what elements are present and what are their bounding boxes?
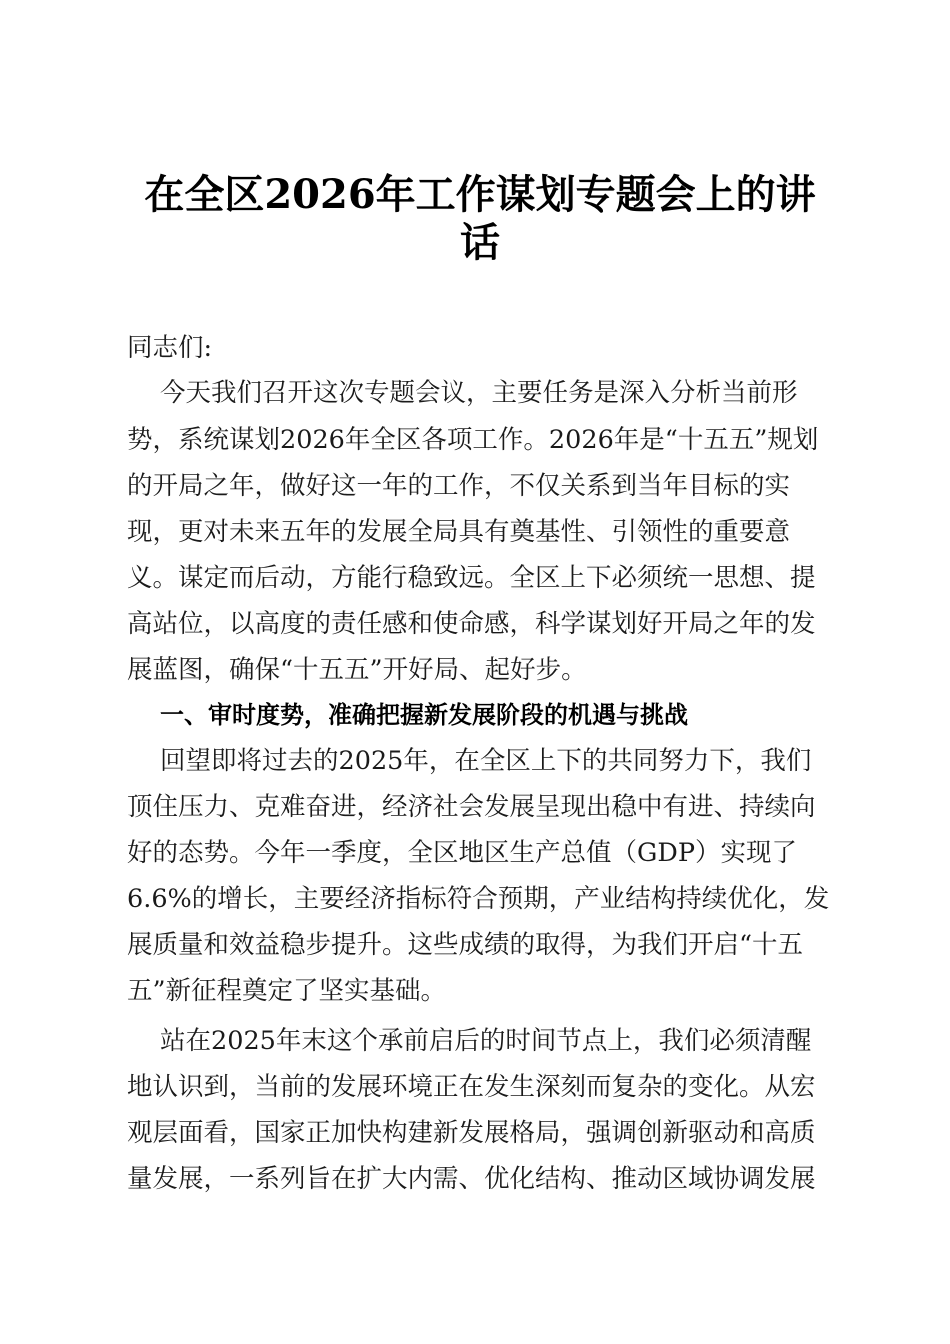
paragraph-line: 势，系统谋划2026年全区各项工作。2026年是“十五五”规划	[127, 425, 819, 455]
paragraph-line: 展质量和效益稳步提升。这些成绩的取得，为我们开启“十五	[127, 930, 804, 960]
paragraph-line: 顶住压力、克难奋进，经济社会发展呈现出稳中有进、持续向	[127, 792, 816, 822]
document-title-line-2: 话	[460, 219, 500, 266]
paragraph-line: 高站位，以高度的责任感和使命感，科学谋划好开局之年的发	[127, 609, 816, 639]
paragraph-line: 站在2025年末这个承前启后的时间节点上，我们必须清醒	[160, 1026, 812, 1056]
salutation: 同志们:	[127, 333, 213, 363]
paragraph-line: 观层面看，国家正加快构建新发展格局，强调创新驱动和高质	[127, 1118, 816, 1148]
section-heading: 一、审时度势，准确把握新发展阶段的机遇与挑战	[160, 701, 688, 729]
paragraph-line: 的开局之年，做好这一年的工作，不仅关系到当年目标的实	[127, 471, 791, 501]
paragraph-line: 义。谋定而后动，方能行稳致远。全区上下必须统一思想、提	[127, 563, 816, 593]
paragraph-line: 展蓝图，确保“十五五”开好局、起好步。	[127, 655, 587, 685]
paragraph-line: 今天我们召开这次专题会议，主要任务是深入分析当前形	[160, 378, 798, 408]
paragraph-line: 量发展，一系列旨在扩大内需、优化结构、推动区域协调发展	[127, 1164, 816, 1194]
paragraph-line: 地认识到，当前的发展环境正在发生深刻而复杂的变化。从宏	[127, 1072, 816, 1102]
paragraph-line: 好的态势。今年一季度，全区地区生产总值（GDP）实现了	[127, 838, 797, 868]
document-title-line-1: 在全区2026年工作谋划专题会上的讲	[144, 171, 816, 218]
paragraph-line: 现，更对未来五年的发展全局具有奠基性、引领性的重要意	[127, 517, 791, 547]
paragraph-line: 回望即将过去的2025年，在全区上下的共同努力下，我们	[160, 746, 812, 776]
paragraph-line: 五”新征程奠定了坚实基础。	[127, 976, 447, 1006]
paragraph-line: 6.6%的增长，主要经济指标符合预期，产业结构持续优化，发	[127, 884, 830, 914]
